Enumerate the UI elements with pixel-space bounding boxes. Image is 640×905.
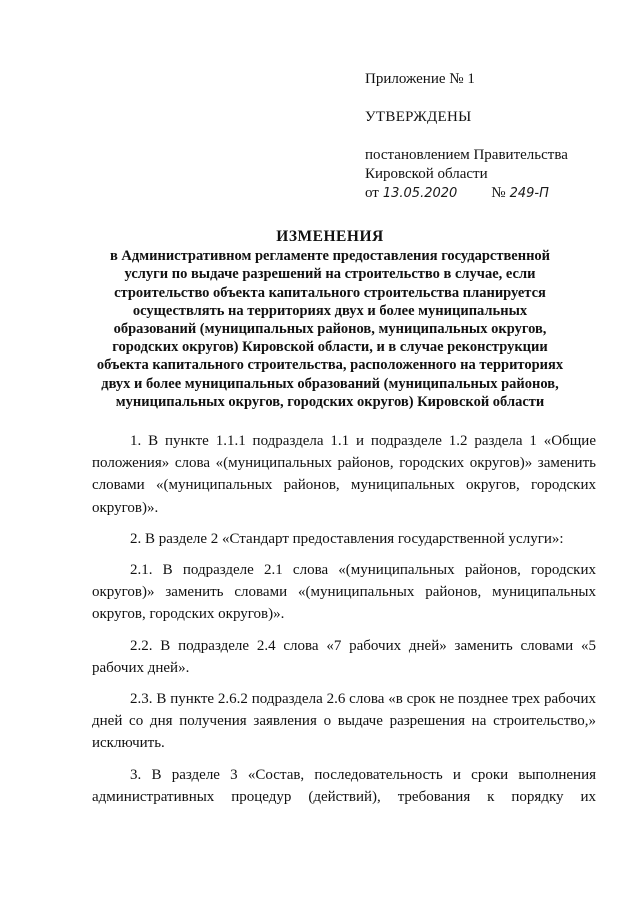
decree-date: 13.05.2020 [382,186,458,201]
paragraph-2: 2. В разделе 2 «Стандарт предоставления государственной услуги»: [130,530,564,547]
date-prefix: от [365,185,379,201]
decree-issuer-line: постановлением Правительства [365,147,568,163]
title-subtitle: в Административном регламенте предоставления государственной услуги по выдаче разрешений на строительство в случае, если строительство объекта капитального строительства планируется осуществлять на территориях двух и более муниципальных образований (муниципальных районов, муниципальных округов, городских округов) Кировской области, и в случае реконструкции объекта капитального строительства, расположенного на территориях двух и более муниципальных образований (муниципальных районов, муниципальных округов, городских округов) Кировской области [96,248,564,410]
document-title [90,228,570,411]
document-body [92,430,596,808]
number-label: № [491,185,506,201]
decree-date-number-row [365,184,615,203]
paragraph-2-3: 2.3. В пункте 2.6.2 подраздела 2.6 слова «в срок не позднее трех рабочих дней со дня получения заявления о выдаче разрешения на строительство,» исключить. [92,691,596,752]
title-main: ИЗМЕНЕНИЯ [276,228,384,245]
approval-stamp [365,70,615,203]
decree-region-line: Кировской области [365,166,488,182]
paragraph-3: 3. В разделе 3 «Состав, последовательность и сроки выполнения административных процедур (действий), требования к порядку их [92,766,596,805]
decree-number: 249-П [509,186,549,201]
paragraph-1: 1. В пункте 1.1.1 подраздела 1.1 и подразделе 1.2 раздела 1 «Общие положения» слова «(муниципальных районов, городских округов)» заменить словами «(муниципальных районов, муниципальных округов, городских округов)». [92,433,596,516]
paragraph-2-1: 2.1. В подразделе 2.1 слова «(муниципальных районов, городских округов)» заменить словами «(муниципальных районов, муниципальных округов, городских округов)». [92,562,596,623]
paragraph-2-2: 2.2. В подразделе 2.4 слова «7 рабочих дней» заменить словами «5 рабочих дней». [92,637,596,676]
annex-number: Приложение № 1 [365,71,475,87]
approved-heading: УТВЕРЖДЕНЫ [365,109,472,125]
